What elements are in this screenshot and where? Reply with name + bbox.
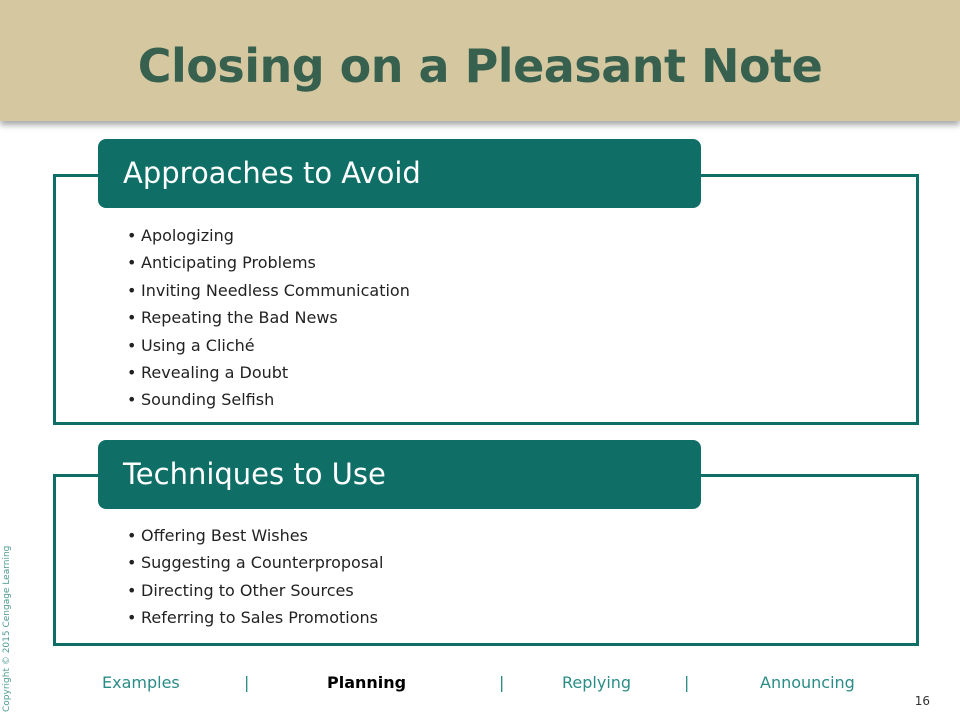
list-item: • Inviting Needless Communication xyxy=(127,277,410,304)
techniques-list xyxy=(127,522,383,632)
bottom-nav xyxy=(0,671,960,695)
list-item: • Suggesting a Counterproposal xyxy=(127,549,383,576)
list-item: • Repeating the Bad News xyxy=(127,304,410,331)
section-heading-approaches: Approaches to Avoid xyxy=(98,139,701,208)
list-item: • Offering Best Wishes xyxy=(127,522,383,549)
list-item: • Using a Cliché xyxy=(127,332,410,359)
nav-link-announcing[interactable]: Announcing xyxy=(760,673,855,692)
page-number: 16 xyxy=(914,694,930,708)
approaches-list xyxy=(127,222,410,414)
list-item: • Apologizing xyxy=(127,222,410,249)
nav-separator: | xyxy=(244,673,250,692)
list-item: • Revealing a Doubt xyxy=(127,359,410,386)
list-item: • Directing to Other Sources xyxy=(127,577,383,604)
nav-separator: | xyxy=(499,673,505,692)
nav-link-replying[interactable]: Replying xyxy=(562,673,632,692)
nav-separator: | xyxy=(684,673,690,692)
nav-link-examples[interactable]: Examples xyxy=(102,673,180,692)
section-heading-techniques: Techniques to Use xyxy=(98,440,701,509)
nav-link-planning[interactable]: Planning xyxy=(327,673,407,692)
slide-title: Closing on a Pleasant Note xyxy=(137,39,823,93)
copyright-notice: Copyright © 2015 Cengage Learning xyxy=(2,545,12,712)
list-item: • Sounding Selfish xyxy=(127,386,410,413)
list-item: • Referring to Sales Promotions xyxy=(127,604,383,631)
list-item: • Anticipating Problems xyxy=(127,249,410,276)
